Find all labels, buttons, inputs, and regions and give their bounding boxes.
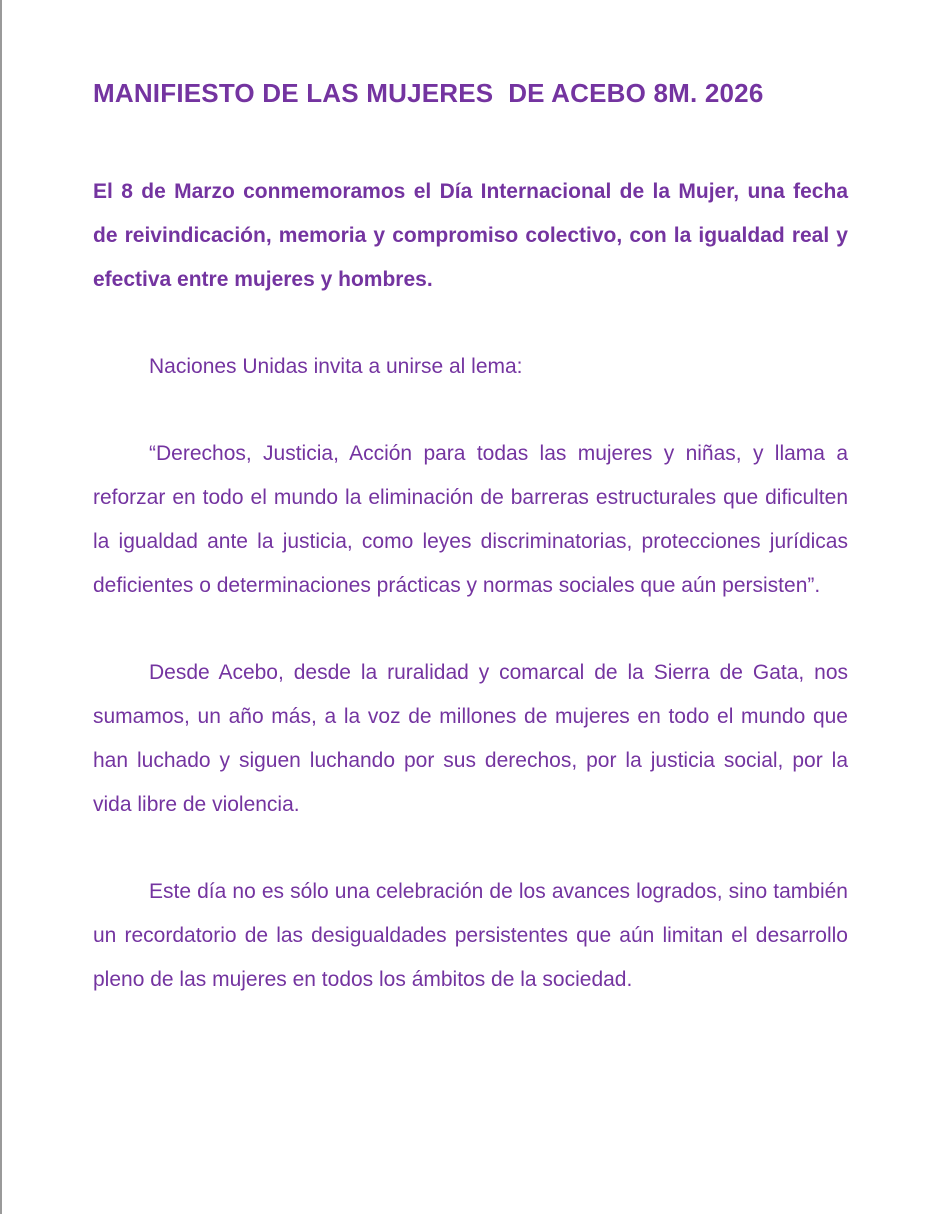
paragraph-desde-acebo: Desde Acebo, desde la ruralidad y comarcal de la Sierra de Gata, nos sumamos, un año más, a la voz de millones de mujeres en todo el mundo que han luchado y siguen luchando por sus derechos, por la justicia social, por la vida libre de violencia. (93, 661, 848, 816)
paragraph-lema-quote: “Derechos, Justicia, Acción para todas las mujeres y niñas, y llama a reforzar en todo el mundo la eliminación de barreras estructurales que dificulten la igualdad ante la justicia, como leyes discriminatorias, protecciones jurídicas deficientes o determinaciones prácticas y normas sociales que aún persisten”. (93, 442, 848, 597)
page-title: MANIFIESTO DE LAS MUJERES DE ACEBO 8M. 2026 (93, 78, 764, 108)
paragraph-naciones-unidas: Naciones Unidas invita a unirse al lema: (149, 355, 523, 378)
paragraph-este-dia: Este día no es sólo una celebración de los avances logrados, sino también un recordatorio de las desigualdades persistentes que aún limitan el desarrollo pleno de las mujeres en todos los ámbitos de la sociedad. (93, 880, 848, 991)
paragraph-intro-8-marzo: El 8 de Marzo conmemoramos el Día Internacional de la Mujer, una fecha de reivindicación, memoria y compromiso colectivo, con la igualdad real y efectiva entre mujeres y hombres. (93, 180, 848, 291)
